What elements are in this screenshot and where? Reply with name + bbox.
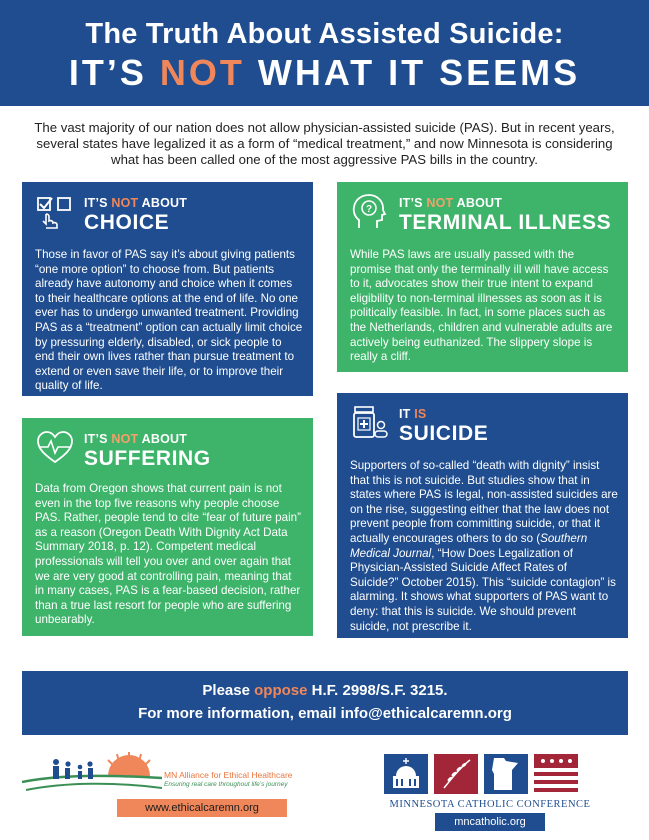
sunrise-family-icon (22, 748, 162, 798)
minnesota-map-icon (484, 754, 528, 794)
card-choice-title: CHOICE (84, 211, 170, 234)
card-suffering (22, 418, 313, 636)
card-suffering-title: SUFFERING (84, 447, 211, 470)
mcc-name: MINNESOTA CATHOLIC CONFERENCE (389, 799, 591, 810)
svg-text:?: ? (365, 204, 373, 215)
call-to-action-banner (22, 671, 628, 735)
header-banner (0, 0, 649, 106)
card-suffering-kicker: IT’S NOT ABOUT (84, 432, 188, 446)
alliance-logo (22, 748, 312, 828)
card-terminal-kicker: IT’S NOT ABOUT (399, 196, 503, 210)
alliance-tagline: Ensuring real care throughout life’s journey (164, 781, 288, 788)
card-choice (22, 182, 313, 396)
flag-stars-stripes-icon (534, 754, 578, 794)
card-choice-body: Those in favor of PAS say it’s about giving patients “one more option” to choose from. But patients already have autonomy and choice when it comes to their healthcare options at the end of life. No one ever has to undergo unwanted treatment. Providing PAS as a “treatment” option can actually limit choice by pressuring elderly, disabled, or sick people to end their own lives rather than pursue treatment to extend or even save their life, or to improve their quality of life. (35, 248, 303, 393)
cathedral-icon (384, 754, 428, 794)
card-suicide-body: Supporters of so-called “death with dignity” insist that this is not suicide. But studies show that in states where PAS is legal, non-assisted suicides are on the rise, suggesting either that the law does not prevent people from committing suicide, or that it actually encourages others to do so (Southern Medical Journal, “How Does Legalization of Physician-Assisted Suicide Affect Rates of Suicide?” October 2015). This “suicide contagion” is alarming. It shows what supporters of PAS want to deny: that this is suicide. We should prevent suicide, not prescribe it. (350, 459, 618, 633)
cta-line-2[interactable]: For more information, email info@ethicalcaremn.org (138, 705, 512, 722)
card-terminal-illness (337, 182, 628, 372)
card-choice-kicker: IT’S NOT ABOUT (84, 196, 188, 210)
card-terminal-title: TERMINAL ILLNESS (399, 211, 612, 234)
card-suicide-kicker: IT IS (399, 407, 427, 421)
cta-line-1: Please oppose H.F. 2998/S.F. 3215. (202, 682, 448, 699)
mcc-url-link[interactable]: mncatholic.org (435, 813, 545, 831)
card-terminal-body: While PAS laws are usually passed with the promise that only the terminally ill will have access to it, advocates show their true intent to expand eligibility to non-terminal illnesses as soon as it is politically feasible. In fact, in some places such as the Netherlands, children and vulnerable adults are actively being euthanized. The slippery slope is really a cliff. (350, 248, 613, 364)
alliance-name: MN Alliance for Ethical Healthcare (164, 770, 293, 780)
intro-paragraph: The vast majority of our nation does not allow physician-assisted suicide (PAS). But in recent years, several states have legalized it as a form of “medical treatment,” and now Minnesota is considering what has been called one of the most aggressive PAS bills in the country. (34, 120, 615, 167)
headline-highlight: NOT (159, 52, 245, 93)
mcc-logo (370, 748, 610, 833)
card-suicide-title: SUICIDE (399, 422, 489, 445)
headline-line-2: IT’S NOT WHAT IT SEEMS (68, 52, 581, 93)
headline-line-1: The Truth About Assisted Suicide: (85, 18, 564, 50)
card-suffering-body: Data from Oregon shows that current pain is not even in the top five reasons why people choose PAS. Rather, people tend to cite “fear of future pain” as a reason (Oregon Death With Dignity Act Data Summary 2018, p. 12). Competent medical professionals will tell you over and over again that we are very good at controlling pain, meaning that in many cases, PAS is a fear-based decision, rather than a true last resort for people who are suffering unbearably. (35, 482, 301, 627)
head-question-icon (351, 194, 389, 230)
alliance-url-link[interactable]: www.ethicalcaremn.org (117, 799, 287, 817)
wheat-icon (434, 754, 478, 794)
checkbox-icon (36, 194, 74, 230)
heartbeat-icon (36, 430, 74, 466)
card-suicide (337, 393, 628, 638)
pills-icon (351, 405, 389, 441)
